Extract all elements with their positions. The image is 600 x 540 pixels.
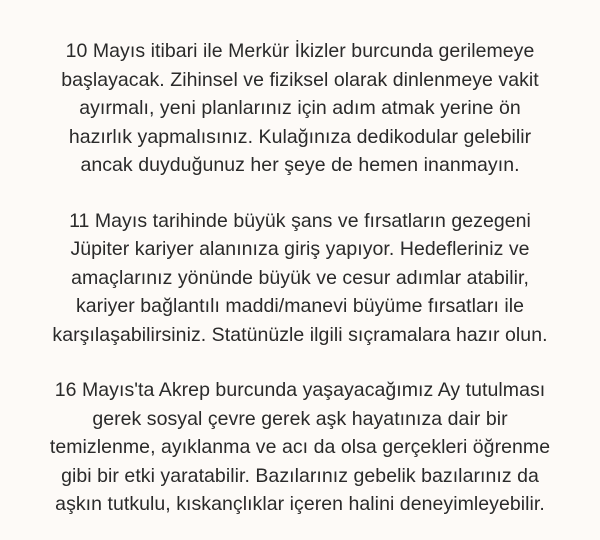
paragraph-jupiter-career: [20, 207, 580, 350]
text-line: 11 Mayıs tarihinde büyük şans ve fırsatların gezegeni: [69, 209, 531, 232]
text-line: aşkın tutkulu, kıskançlıklar içeren halini deneyimleyebilir.: [55, 493, 545, 515]
text-line: kariyer bağlantılı maddi/manevi büyüme fırsatları ile: [75, 295, 525, 317]
text-line: ancak duyduğunuz her şeye de hemen inanmayın.: [80, 154, 520, 176]
text-line: 16 Mayıs'ta Akrep burcunda yaşayacağımız Ay tutulması: [54, 379, 546, 401]
text-line: temizlenme, ayıklanma ve acı da olsa gerçekleri öğrenme: [49, 436, 551, 458]
paragraph-lunar-eclipse: [20, 376, 580, 519]
text-line: başlayacak. Zihinsel ve fiziksel olarak dinlenmeye vakit: [61, 68, 539, 91]
text-line: Jüpiter kariyer alanınıza giriş yapıyor. Hedefleriniz ve: [70, 238, 530, 260]
text-line: karşılaşabilirsiniz. Statünüzle ilgili sıçramalara hazır olun.: [52, 323, 548, 346]
paragraph-mercury-retrograde: [20, 37, 580, 180]
text-line: ayırmalı, yeni planlarınız için adım atmak yerine ön: [79, 97, 521, 119]
text-line: amaçlarınız yönünde büyük ve cesur adımlar atabilir,: [71, 266, 529, 289]
text-line: 10 Mayıs itibari ile Merkür İkizler burcunda gerilemeye: [65, 40, 535, 62]
text-line: gerek sosyal çevre gerek aşk hayatınıza dair bir: [92, 407, 508, 430]
text-line: hazırlık yapmalısınız. Kulağınıza dedikodular gelebilir: [68, 125, 532, 148]
text-line: gibi bir etki yaratabilir. Bazılarınız gebelik bazılarınız da: [61, 464, 539, 487]
